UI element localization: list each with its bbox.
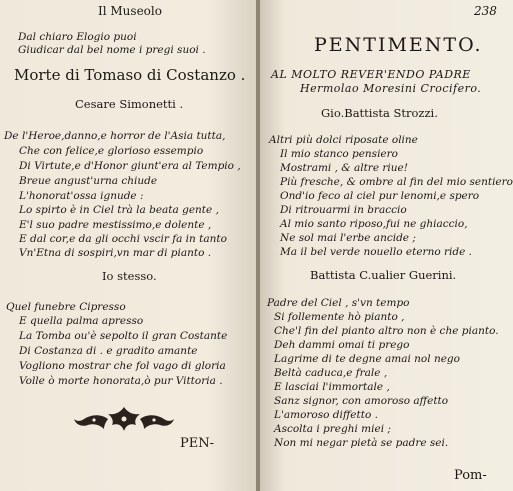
poem-author: Gio.Battista Strozzi.	[321, 106, 438, 120]
verse-line: Ascolta i preghi miei ;	[274, 423, 391, 435]
verse-line: Vn'Etna di sospiri,vn mar di pianto .	[19, 247, 212, 259]
verse-line: E dal cor,e da gli occhi vscir fa in tanto	[19, 233, 227, 245]
verse-line: Che con felice,e glorioso essempio	[19, 145, 204, 157]
verse-line: Lagrime di te degne amai nol nego	[274, 353, 460, 365]
verse-line: Altri più dolci riposate oline	[269, 134, 418, 146]
intro-line: Giudicar dal bel nome i pregi suoi .	[18, 44, 206, 56]
verse-line: Breue angust'urna chiude	[19, 175, 158, 187]
poem-author: Cesare Simonetti .	[75, 97, 184, 111]
verse-line: Ma il bel verde nouello eterno ride .	[280, 246, 472, 258]
poem-author: Io stesso.	[102, 269, 157, 283]
verse-line: Sanz signor, con amoroso affetto	[274, 395, 449, 407]
verse-line: Più fresche, & ombre al fin del mio sentiero	[280, 176, 513, 188]
verse-line: Vogliono mostrar che fol vago di gloria	[19, 360, 226, 372]
verse-line: Lo spirto è in Ciel trà la beata gente ,	[19, 204, 219, 216]
catchword: Pom-	[454, 468, 487, 483]
verse-line: De l'Heroe,danno,e horror de l'Asia tutta,	[4, 130, 226, 142]
verse-line: L'amoroso diffetto .	[274, 409, 378, 421]
verse-line: E lasciai l'immortale ,	[274, 381, 390, 393]
poem-title: PENTIMENTO.	[314, 34, 483, 56]
verse-line: E'l suo padre mestissimo,e dolente ,	[19, 219, 212, 231]
verse-line: Al mio santo riposo,fui ne ghiaccio,	[280, 218, 468, 230]
verse-line: L'honorat'ossa ignude :	[19, 190, 144, 202]
verse-line: Deh dammi omai ti prego	[274, 339, 410, 351]
verse-line: Il mio stanco pensiero	[280, 148, 398, 160]
verse-line: La Tomba ou'è sepolto il gran Costante	[19, 330, 228, 342]
verse-line: Ond'io feco al ciel pur lenomi,e spero	[280, 190, 480, 202]
verse-line: Non mi negar pietà se padre sei.	[274, 437, 449, 449]
poem-title: Morte di Tomaso di Costanzo .	[14, 66, 246, 84]
intro-line: Dal chiaro Elogio puoi	[18, 31, 137, 43]
catchword: PEN-	[180, 436, 215, 451]
page-number: 238	[474, 4, 497, 18]
verse-line: Ne sol mai l'erbe ancide ;	[280, 232, 416, 244]
verse-line: Mostrami , & altre riue!	[280, 162, 408, 174]
verse-line: Di Virtute,e d'Honor giunt'era al Tempio ,	[19, 160, 241, 172]
verse-line: Quel funebre Cipresso	[6, 301, 126, 313]
verse-line: E quella palma apresso	[19, 315, 144, 327]
verse-line: Che'l fin del pianto altro non è che pianto.	[274, 325, 499, 337]
verse-line: Volle ò morte honorata,ò pur Vittoria .	[19, 375, 223, 387]
verse-line: Padre del Ciel , s'vn tempo	[267, 297, 410, 309]
dedication-line: AL MOLTO REVER'ENDO PADRE	[271, 68, 471, 81]
verse-line: Di Costanza di . e gradito amante	[19, 345, 198, 357]
printer-ornament-icon	[74, 405, 174, 433]
verse-line: Beltà caduca,e frale ,	[274, 367, 388, 379]
running-head: Il Museolo	[98, 4, 162, 18]
verse-line: Si follemente hò pianto ,	[274, 311, 405, 323]
dedication-line: Hermolao Moresini Crocifero.	[300, 82, 482, 95]
poem-author: Battista C.ualier Guerini.	[310, 268, 457, 282]
verse-line: Di ritrouarmi in braccio	[280, 204, 407, 216]
